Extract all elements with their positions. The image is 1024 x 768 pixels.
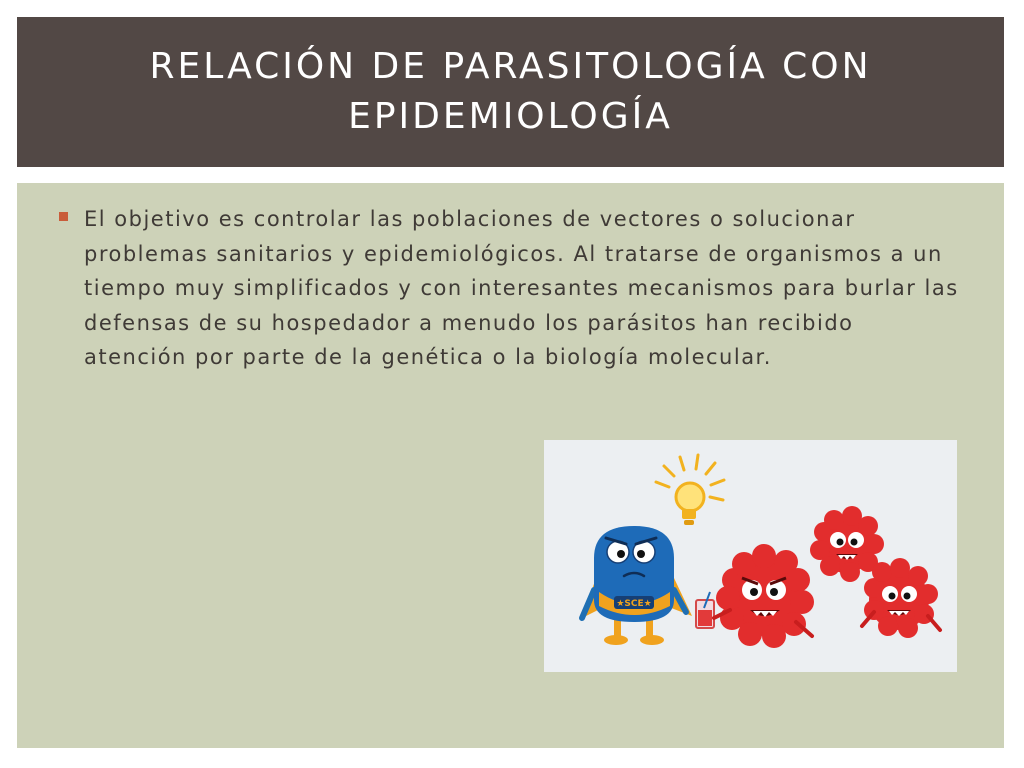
red-virus-cell xyxy=(862,558,940,638)
red-virus-cell xyxy=(714,544,814,648)
bullet-square-icon xyxy=(59,212,68,221)
bullet-text: El objetivo es controlar las poblaciones de vectores o solucionar problemas sanitarios y epidemiológicos. Al tratarse de organismos a un tiempo muy simplificados y con interesantes mecanismos para burlar las defensas de su hospedador a menudo los parásitos han recibido atención por parte de la genética o la biología molecular. xyxy=(84,207,959,369)
slide-title: RELACIÓN DE PARASITOLOGÍA CON EPIDEMIOLOGÍA xyxy=(149,46,872,137)
title-bar xyxy=(17,17,1004,167)
content-area xyxy=(17,183,1004,748)
red-drink-cup-icon xyxy=(696,592,714,628)
bullet-item xyxy=(59,202,959,375)
blue-cell-hero xyxy=(582,526,692,645)
hero-badge-text: ★SCE★ xyxy=(616,599,652,609)
cartoon-illustration xyxy=(544,440,957,672)
lightbulb-icon xyxy=(656,455,724,525)
